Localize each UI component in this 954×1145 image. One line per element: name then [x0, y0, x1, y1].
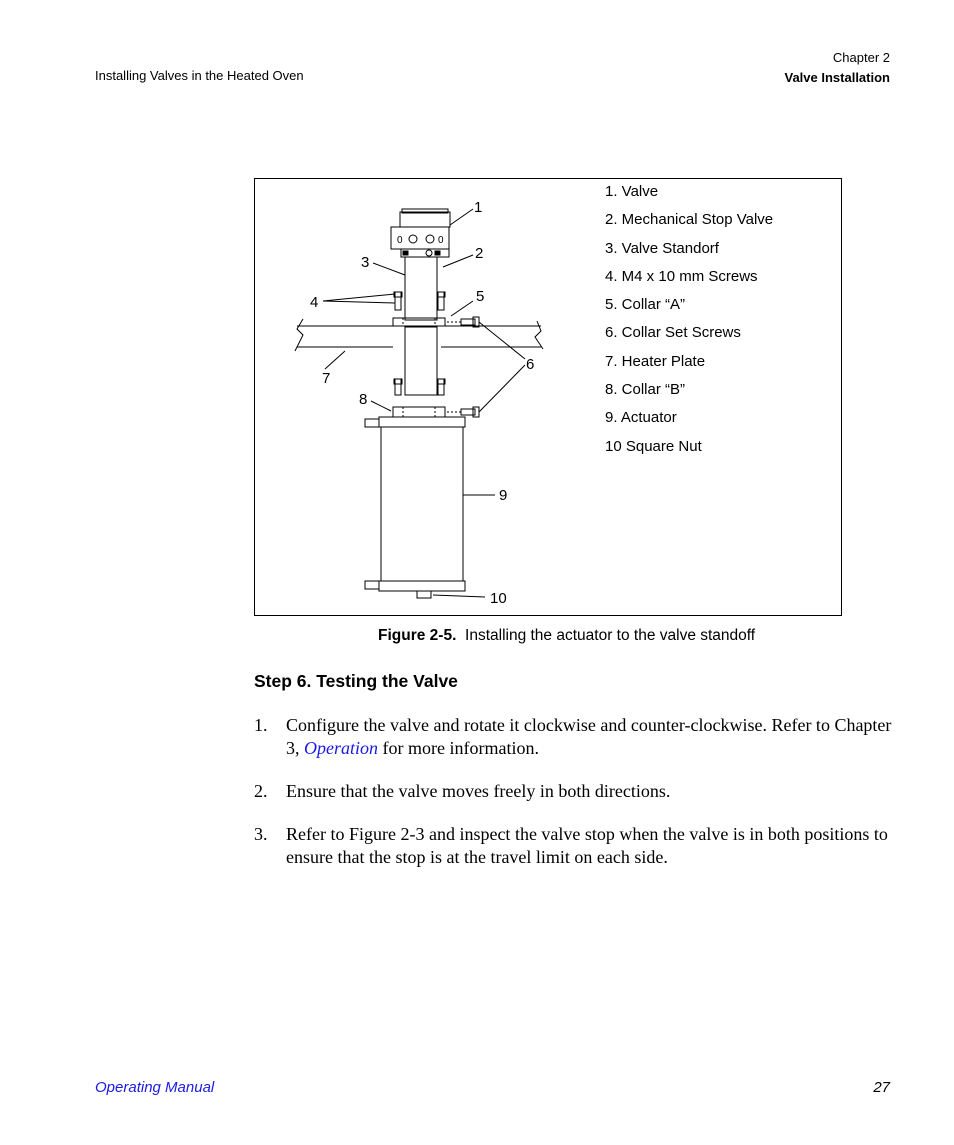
step-text: Configure the valve and rotate it clockwise and counter-clockwise. Refer to Chapter 3, [286, 715, 892, 758]
legend-item: 6. Collar Set Screws [605, 324, 741, 342]
legend-item: 1. Valve [605, 183, 659, 200]
operation-link[interactable]: Operation [304, 738, 378, 758]
legend-item: 5. Collar “A” [605, 296, 686, 314]
legend-item: 2. Mechanical Stop Valve [605, 211, 774, 229]
step-text-tail: for more information. [378, 738, 539, 758]
footer-manual-title: Operating Manual [95, 1079, 215, 1096]
header-chapter: Chapter 2 [832, 50, 890, 65]
legend-item: 10 Square Nut [605, 437, 702, 455]
heater-plate-break-left [295, 319, 303, 351]
callout-3: 3 [361, 254, 370, 271]
step-text: Ensure that the valve moves freely in both directions. [286, 781, 671, 801]
callout-2: 2 [475, 245, 484, 262]
heater-plate [297, 326, 541, 347]
step-list [254, 714, 894, 889]
legend-item: 3. Valve Standorf [605, 239, 719, 257]
callout-1: 1 [474, 199, 483, 216]
step-number: 3. [254, 824, 268, 844]
step-item [254, 823, 894, 869]
actuator-body [381, 427, 463, 581]
figure-caption-text: Installing the actuator to the valve standoff [465, 627, 756, 644]
heater-plate-break-right [535, 321, 543, 349]
legend-item: 4. M4 x 10 mm Screws [605, 267, 758, 285]
header-section-title: Installing Valves in the Heated Oven [95, 68, 304, 83]
step-item [254, 780, 894, 803]
svg-text:0: 0 [397, 235, 403, 246]
legend-item: 8. Collar “B” [605, 381, 686, 399]
footer-page-number: 27 [873, 1079, 890, 1096]
callout-5: 5 [476, 288, 485, 305]
figure-box [254, 178, 842, 616]
callout-9: 9 [499, 487, 508, 504]
screw-top-right [438, 292, 444, 310]
legend-item: 7. Heater Plate [605, 352, 706, 370]
lower-standoff [405, 327, 437, 395]
valve-standoff [405, 257, 437, 320]
step-heading: Step 6. Testing the Valve [254, 671, 458, 691]
step-number: 1. [254, 715, 268, 735]
callout-7: 7 [322, 370, 331, 387]
header-section: Valve Installation [784, 70, 890, 85]
collar-b [393, 407, 445, 417]
figure-caption [378, 627, 755, 645]
step-item [254, 714, 894, 760]
callout-10: 10 [490, 590, 507, 607]
svg-text:0: 0 [438, 235, 444, 246]
figure-caption-label: Figure 2-5. [378, 627, 457, 644]
callout-4: 4 [310, 294, 319, 311]
step-text: Refer to Figure 2-3 and inspect the valve stop when the valve is in both positions to ensure that the stop is at the travel limit on each side. [286, 824, 888, 867]
legend-item: 9. Actuator [605, 409, 677, 427]
valve-cap [400, 212, 450, 227]
header-right [785, 48, 891, 88]
step-number: 2. [254, 781, 268, 801]
actuator-bottom-plate [379, 581, 465, 591]
callout-6: 6 [526, 356, 535, 373]
square-nut [417, 591, 431, 598]
screw-top-left [395, 292, 401, 310]
figure-legend [605, 182, 773, 465]
actuator-top-plate [379, 417, 465, 427]
callout-8: 8 [359, 391, 368, 408]
